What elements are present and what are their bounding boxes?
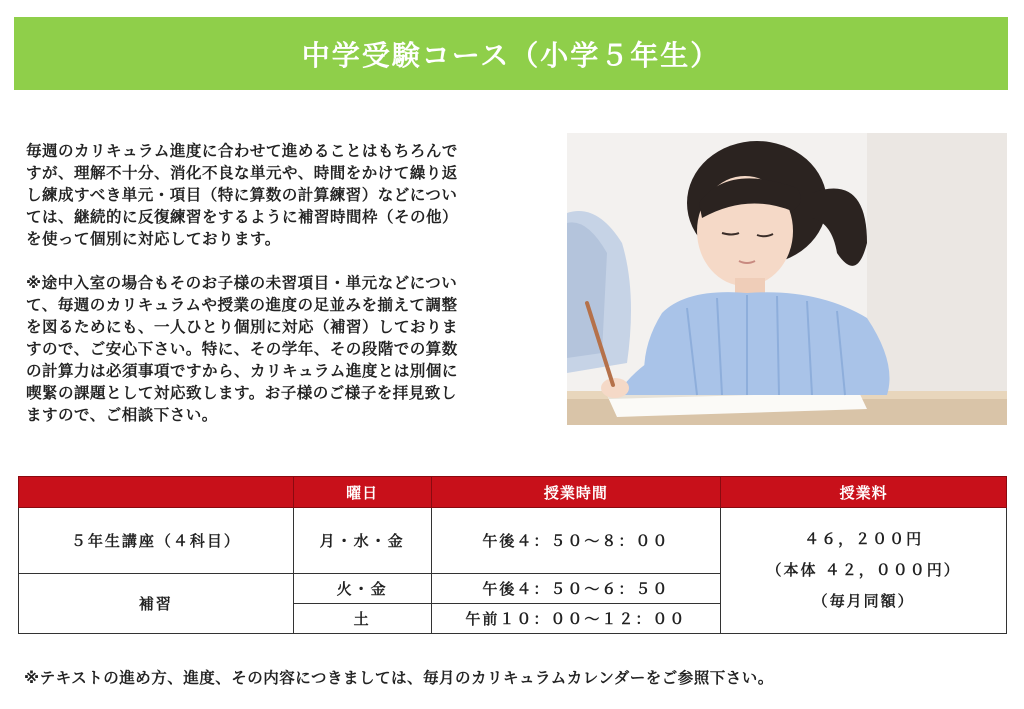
header-fee: 授業料	[721, 477, 1007, 508]
fee-period: （毎月同額）	[812, 592, 915, 610]
description-paragraph-1: 毎週のカリキュラム進度に合わせて進めることはもちろんで すが、理解不十分、消化不良な単元や、時間をかけて繰り返 し練成すべき単元・項目（特に算数の計算練習）などについ ては、継続的に反復練習をするように補習時間枠（その他） を使って個別に対応しております。	[26, 142, 459, 248]
course-time: 午後４：５０～８：００	[431, 508, 721, 574]
page-title: 中学受験コース（小学５年生）	[301, 38, 721, 72]
footer-note: ※テキストの進め方、進度、その内容につきましては、毎月のカリキュラムカレンダーをご参照下さい。	[24, 669, 774, 687]
table-row	[19, 508, 1007, 574]
course-day: 火・金	[293, 574, 431, 604]
student-illustration	[567, 133, 1007, 425]
title-banner	[14, 17, 1008, 90]
course-name: ５年生講座（４科目）	[19, 508, 294, 574]
header-day: 曜日	[293, 477, 431, 508]
fee-amount: ４６，２００円	[804, 530, 924, 548]
course-day: 土	[293, 604, 431, 634]
fee-base: （本体 ４２，０００円）	[766, 561, 961, 579]
course-time: 午前１０：００～１２：００	[431, 604, 721, 634]
table-header-row	[19, 477, 1007, 508]
schedule-table	[18, 476, 1007, 634]
tuition-fee-cell	[721, 508, 1007, 634]
description-paragraph-2: ※途中入室の場合もそのお子様の未習項目・単元などについ て、毎週のカリキュラムや授業の進度の足並みを揃えて調整 を図るためにも、一人ひとり個別に対応（補習）しておりま すので、ご安心下さい。特に、その学年、その段階での算数 の計算力は必須事項ですから、カリキュラム進度とは別個に 喫緊の課題として対応致します。お子様のご様子を拝見致し ますので、ご相談下さい。	[26, 274, 459, 424]
course-day: 月・水・金	[293, 508, 431, 574]
student-studying-photo	[567, 133, 1007, 425]
course-name: 補習	[19, 574, 294, 634]
course-time: 午後４：５０～６：５０	[431, 574, 721, 604]
header-course	[19, 477, 294, 508]
course-description	[26, 140, 536, 426]
header-time: 授業時間	[431, 477, 721, 508]
